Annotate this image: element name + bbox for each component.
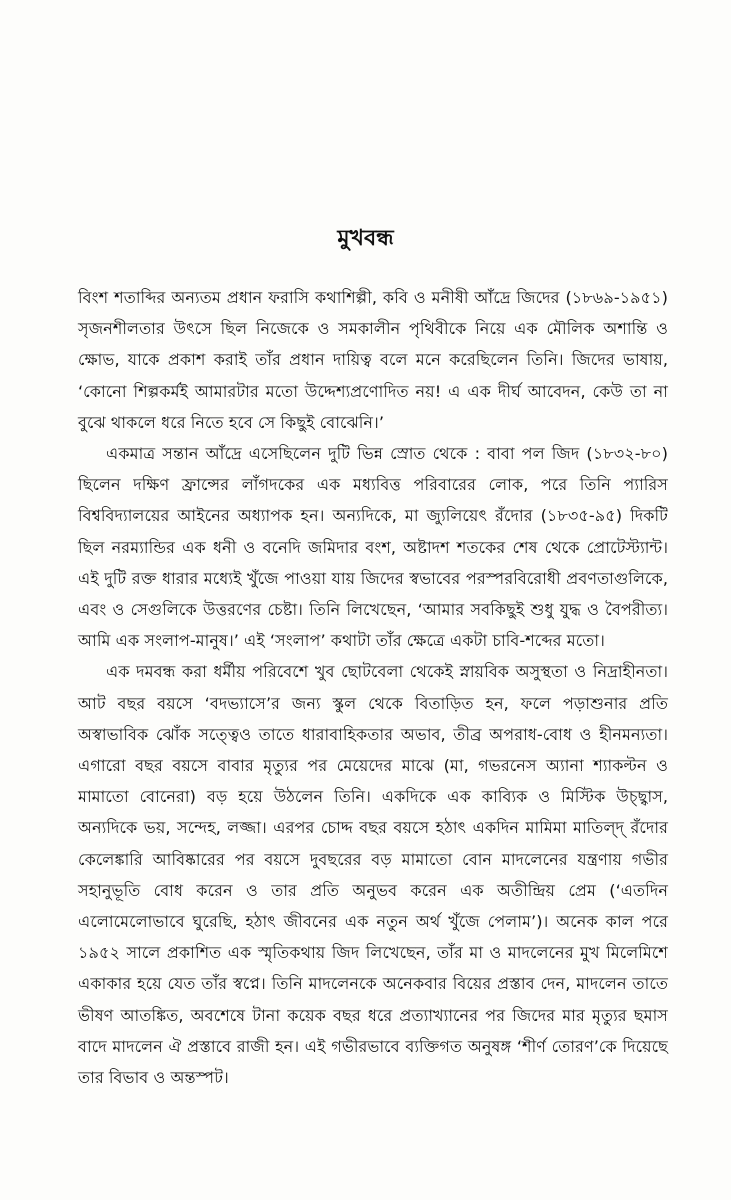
preface-body bbox=[78, 282, 668, 1093]
paragraph-2: একমাত্র সন্তান আঁদ্রে এসেছিলেন দুটি ভিন্ন স্রোত থেকে : বাবা পল জিদ (১৮৩২-৮০) ছিলেন দক্ষিণ ফ্রান্সের লাঁগদকের এক মধ্যবিত্ত পরিবারের লোক, পরে তিনি প্যারিস বিশ্ববিদ্যালয়ের আইনের অধ্যাপক হন। অন্যদিকে, মা জ্যুলিয়েৎ রঁদোর (১৮৩৫-৯৫) দিকটি ছিল নরম্যান্ডির এক ধনী ও বনেদি জমিদার বংশ, অষ্টাদশ শতকের শেষ থেকে প্রোটেস্ট্যান্ট। এই দুটি রক্ত ধারার মধ্যেই খুঁজে পাওয়া যায় জিদের স্বভাবের পরস্পরবিরোধী প্রবণতাগুলিকে, এবং ও সেগুলিকে উত্তরণের চেষ্টা। তিনি লিখেছেন, ‘আমার সবকিছুই শুধু যুদ্ধ ও বৈপরীত্য। আমি এক সংলাপ-মানুষ।’ এই ‘সংলাপ’ কথাটা তাঁর ক্ষেত্রে একটা চাবি-শব্দের মতো। bbox=[78, 444, 668, 651]
paragraph-1: বিংশ শতাব্দির অন্যতম প্রধান ফরাসি কথাশিল্পী, কবি ও মনীষী আঁদ্রে জিদের (১৮৬৯-১৯৫১) সৃজনশীলতার উৎসে ছিল নিজেকে ও সমকালীন পৃথিবীকে নিয়ে এক মৌলিক অশান্তি ও ক্ষোভ, যাকে প্রকাশ করাই তাঁর প্রধান দায়িত্ব বলে মনে করেছিলেন তিনি। জিদের ভাষায়, ‘কোনো শিল্পকর্মই আমারটার মতো উদ্দেশ্যপ্রণোদিত নয়! এ এক দীর্ঘ আবেদন, কেউ তা না বুঝে থাকলে ধরে নিতে হবে সে কিছুই বোঝেনি।’ bbox=[78, 288, 668, 432]
page-title: মুখবন্ধ bbox=[337, 226, 394, 251]
paragraph-3: এক দমবন্ধ করা ধর্মীয় পরিবেশে খুব ছোটবেলা থেকেই স্নায়বিক অসুস্থতা ও নিদ্রাহীনতা। আট বছর বয়সে ‘বদভ্যাসে’র জন্য স্কুল থেকে বিতাড়িত হন, ফলে পড়াশুনার প্রতি অস্বাভাবিক ঝোঁক সত্ত্বেও তাতে ধারাবাহিকতার অভাব, তীব্র অপরাধ-বোধ ও হীনমন্যতা। এগারো বছর বয়সে বাবার মৃত্যুর পর মেয়েদের মাঝে (মা, গভরনেস অ্যানা শ্যাকল্টন ও মামাতো বোনেরা) বড় হয়ে উঠলেন তিনি। একদিকে এক কাব্যিক ও মিস্টিক উচ্ছ্বাস, অন্যদিকে ভয়, সন্দেহ, লজ্জা। এরপর চোদ্দ বছর বয়সে হঠাৎ একদিন মামিমা মাতিল্দ্‌ রঁদোর কেলেঙ্কারি আবিষ্কারের পর বয়সে দুবছরের বড় মামাতো বোন মাদলেনের যন্ত্রণায় গভীর সহানুভূতি বোধ করেন ও তার প্রতি অনুভব করেন এক অতীন্দ্রিয় প্রেম (‘এতদিন এলোমেলোভাবে ঘুরেছি, হঠাৎ জীবনের এক নতুন অর্থ খুঁজে পেলাম’)। অনেক কাল পরে ১৯৫২ সালে প্রকাশিত এক স্মৃতিকথায় জিদ লিখেছেন, তাঁর মা ও মাদলেনের মুখ মিলেমিশে একাকার হয়ে যেত তাঁর স্বপ্নে। তিনি মাদলেনকে অনেকবার বিয়ের প্রস্তাব দেন, মাদলেন তাতে ভীষণ আতঙ্কিত, অবশেষে টানা কয়েক বছর ধরে প্রত্যাখ্যানের পর জিদের মার মৃত্যুর ছমাস বাদে মাদলেন ঐ প্রস্তাবে রাজী হন। এই গভীরভাবে ব্যক্তিগত অনুষঙ্গ ‘শীর্ণ তোরণ’কে দিয়েছে তার বিভাব ও অন্তস্পট। bbox=[78, 662, 668, 1088]
